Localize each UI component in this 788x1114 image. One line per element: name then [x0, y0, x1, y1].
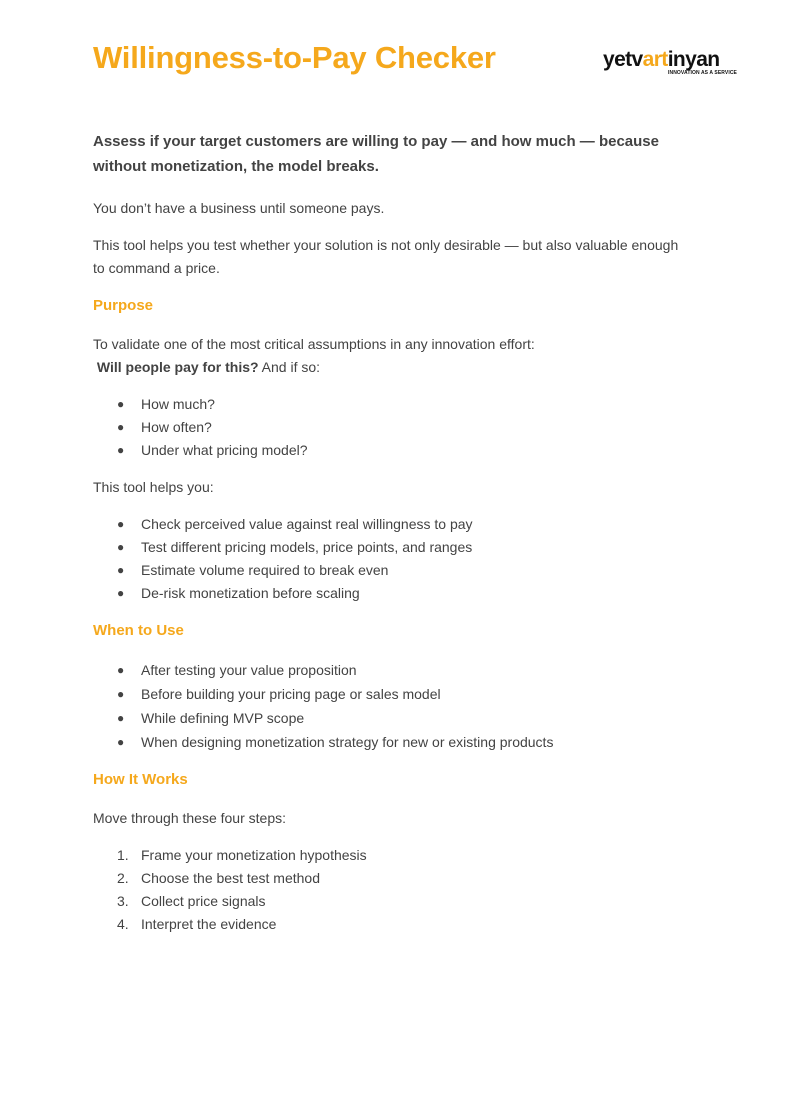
- bullet-icon: ●: [117, 420, 125, 434]
- list-item: ● How much?: [93, 393, 693, 416]
- when-to-use-heading: When to Use: [93, 622, 184, 639]
- list-item: ● Check perceived value against real willingness to pay: [93, 513, 693, 536]
- purpose-paragraph: [93, 333, 693, 379]
- step-number: 2.: [117, 870, 129, 886]
- how-it-works-heading: How It Works: [93, 771, 188, 788]
- logo-part2: art: [642, 48, 668, 71]
- bullet-icon: ●: [117, 443, 125, 457]
- step-number: 4.: [117, 916, 129, 932]
- list-item: ● Under what pricing model?: [93, 439, 693, 462]
- brand-logo: [603, 48, 739, 80]
- when-to-use-list: [93, 658, 693, 754]
- bullet-icon: ●: [117, 711, 125, 725]
- list-item: ● When designing monetization strategy for new or existing products: [93, 730, 693, 754]
- purpose-question-rest: And if so:: [258, 359, 321, 375]
- page-title: Willingness-to-Pay Checker: [93, 40, 496, 75]
- bullet-icon: ●: [117, 586, 125, 600]
- bullet-icon: ●: [117, 540, 125, 554]
- logo-part1: yetv: [603, 48, 643, 71]
- list-item: ● While defining MVP scope: [93, 706, 693, 730]
- bullet-icon: ●: [117, 517, 125, 531]
- step-number: 1.: [117, 847, 129, 863]
- purpose-question: Will people pay for this?: [96, 359, 259, 375]
- intro-paragraph-1: You don’t have a business until someone pays.: [93, 200, 385, 216]
- bullet-icon: ●: [117, 563, 125, 577]
- logo-tagline: INNOVATION AS A SERVICE: [668, 70, 737, 76]
- bullet-icon: ●: [117, 663, 125, 677]
- intro-paragraph-2: This tool helps you test whether your solution is not only desirable — but also valuable enough to command a price.: [93, 237, 679, 276]
- bullet-icon: ●: [117, 735, 125, 749]
- bullet-icon: ●: [117, 397, 125, 411]
- helps-intro: This tool helps you:: [93, 479, 214, 495]
- step-item: 1. Frame your monetization hypothesis: [93, 844, 693, 867]
- how-it-works-intro: Move through these four steps:: [93, 810, 286, 826]
- step-number: 3.: [117, 893, 129, 909]
- step-item: 3. Collect price signals: [93, 890, 693, 913]
- steps-list: [93, 844, 693, 936]
- lead-paragraph: Assess if your target customers are willing to pay — and how much — because without monetization, the model breaks.: [93, 133, 659, 175]
- purpose-heading: Purpose: [93, 297, 154, 314]
- list-item: ● How often?: [93, 416, 693, 439]
- logo-part3: inyan: [667, 48, 720, 71]
- logo-wordmark: [603, 48, 720, 72]
- purpose-questions-list: [93, 393, 693, 462]
- step-item: 2. Choose the best test method: [93, 867, 693, 890]
- bullet-icon: ●: [117, 687, 125, 701]
- list-item: ● Estimate volume required to break even: [93, 559, 693, 582]
- step-item: 4. Interpret the evidence: [93, 913, 693, 936]
- list-item: ● Test different pricing models, price points, and ranges: [93, 536, 693, 559]
- list-item: ● After testing your value proposition: [93, 658, 693, 682]
- list-item: ● De-risk monetization before scaling: [93, 582, 693, 605]
- helps-list: [93, 513, 693, 605]
- list-item: ● Before building your pricing page or sales model: [93, 682, 693, 706]
- purpose-text: To validate one of the most critical assumptions in any innovation effort:: [93, 336, 535, 352]
- document-body: [93, 129, 693, 950]
